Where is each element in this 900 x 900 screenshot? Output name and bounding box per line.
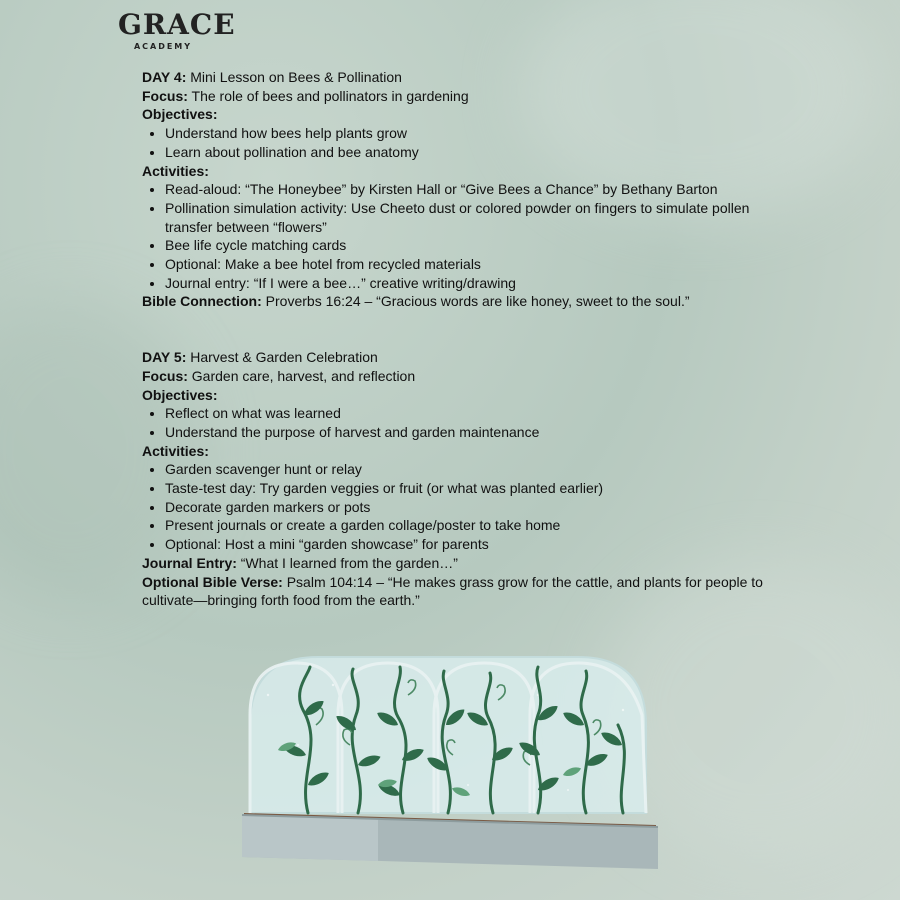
list-item: • Read-aloud: “The Honeybee” by Kirsten Hall or “Give Bees a Chance” by Bethany Barton xyxy=(165,180,782,199)
list-item: • Understand the purpose of harvest and garden maintenance xyxy=(165,423,782,442)
day4-objectives-heading: Objectives: xyxy=(142,106,218,123)
day4-activities-heading: Activities: xyxy=(142,162,209,179)
list-item: • Understand how bees help plants grow xyxy=(165,124,782,143)
greenhouse-illustration xyxy=(238,655,662,877)
day5-objectives-list xyxy=(142,404,782,441)
list-item: • Journal entry: “If I were a bee…” creative writing/drawing xyxy=(165,274,782,293)
list-item: • Pollination simulation activity: Use Cheeto dust or colored powder on fingers to simulate pollen transfer between “flowers” xyxy=(165,199,782,236)
list-item: • Optional: Host a mini “garden showcase” for parents xyxy=(165,535,782,554)
list-item: • Garden scavenger hunt or relay xyxy=(165,460,782,479)
list-item: • Present journals or create a garden collage/poster to take home xyxy=(165,516,782,535)
day5-activities-list xyxy=(142,460,782,554)
day5-bible-verse: Optional Bible Verse: Psalm 104:14 – “He makes grass grow for the cattle, and plants for people to cultivate—bringing forth food from the earth.” xyxy=(142,573,763,609)
day5-title: DAY 5: Harvest & Garden Celebration xyxy=(142,349,378,366)
day5-activities-heading: Activities: xyxy=(142,442,209,459)
day5-focus: Focus: Garden care, harvest, and reflection xyxy=(142,367,416,384)
logo-subtitle: ACADEMY xyxy=(133,42,193,51)
list-item: • Decorate garden markers or pots xyxy=(165,498,782,517)
list-item: • Learn about pollination and bee anatomy xyxy=(165,143,782,162)
list-item: • Taste-test day: Try garden veggies or fruit (or what was planted earlier) xyxy=(165,479,782,498)
day4-objectives-list xyxy=(142,124,782,161)
day4-focus: Focus: The role of bees and pollinators in gardening xyxy=(142,87,469,104)
day4-bible-connection: Bible Connection: Proverbs 16:24 – “Gracious words are like honey, sweet to the soul.” xyxy=(142,293,690,310)
list-item: • Bee life cycle matching cards xyxy=(165,236,782,255)
day4-section xyxy=(142,68,782,311)
day4-activities-list xyxy=(142,180,782,292)
day5-journal-entry: Journal Entry: “What I learned from the garden…” xyxy=(142,554,458,571)
day5-objectives-heading: Objectives: xyxy=(142,386,218,403)
list-item: • Reflect on what was learned xyxy=(165,404,782,423)
lesson-plan xyxy=(142,68,782,610)
grace-academy-logo xyxy=(118,8,236,51)
list-item: • Optional: Make a bee hotel from recycled materials xyxy=(165,255,782,274)
day5-section xyxy=(142,348,782,610)
day4-title: DAY 4: Mini Lesson on Bees & Pollination xyxy=(142,69,402,85)
logo-wordmark: GRACE xyxy=(118,8,236,41)
